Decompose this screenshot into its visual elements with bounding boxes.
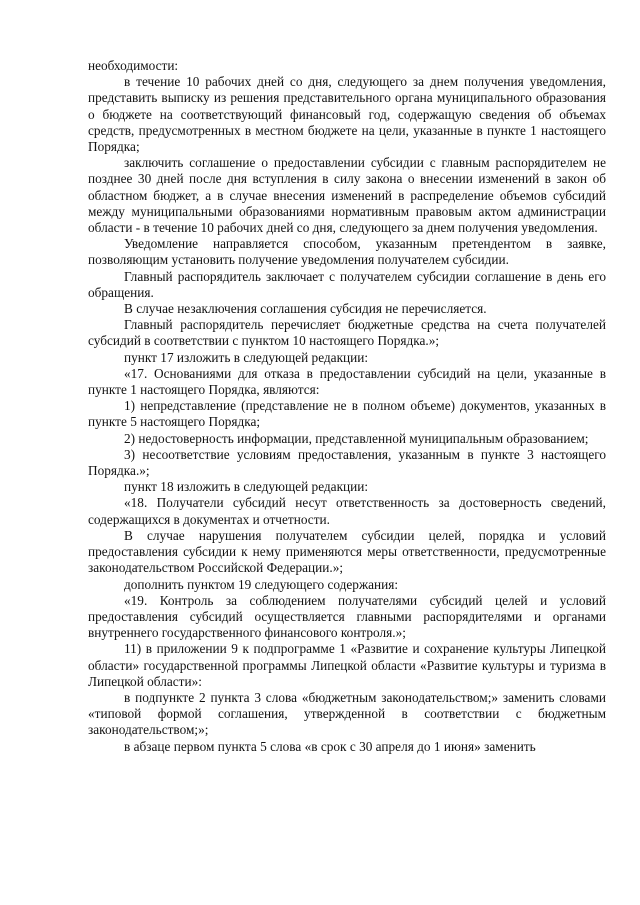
paragraph-2: в течение 10 рабочих дней со дня, следующего за днем получения уведомления, представить выписку из решения представительного органа муниципального образования о бюджете на соответствующий финансовый год, содержащую сведения об объемах средств, предусмотренных в местном бюджете на цели, указанные в пункте 1 настоящего Порядка; xyxy=(88,74,606,155)
paragraph-10: 1) непредставление (представление не в полном объеме) документов, указанных в пункте 5 настоящего Порядка; xyxy=(88,398,606,430)
paragraph-13: пункт 18 изложить в следующей редакции: xyxy=(124,479,369,495)
paragraph-6: В случае незаключения соглашения субсидия не перечисляется. xyxy=(124,301,487,317)
paragraph-19: в подпункте 2 пункта 3 слова «бюджетным законодательством;» заменить словами «типовой формой соглашения, утвержденной в соответствии с бюджетным законодательством;»; xyxy=(88,689,606,738)
paragraph-15: В случае нарушения получателем субсидии целей, порядка и условий предоставления субсидии к нему применяются меры ответственности, предусмотренные законодательством Российской Федерации.»; xyxy=(88,527,606,576)
paragraph-11: 2) недостоверность информации, представленной муниципальным образованием; xyxy=(124,430,589,446)
paragraph-5: Главный распорядитель заключает с получателем субсидии соглашение в день его обращения. xyxy=(88,268,606,300)
paragraph-7: Главный распорядитель перечисляет бюджетные средства на счета получателей субсидий в соответствии с пунктом 10 настоящего Порядка.»; xyxy=(88,317,606,349)
paragraph-17: «19. Контроль за соблюдением получателями субсидий целей и условий предоставления субсидий осуществляется главными распорядителями и органами внутреннего государственного финансового контроля.»; xyxy=(88,592,606,641)
paragraph-3: заключить соглашение о предоставлении субсидии с главным распорядителем не позднее 30 дней после дня вступления в силу закона о внесении изменений в закон об областном бюджет, а в случае внесения изменений в распределение объемов субсидий между муниципальными образованиями нормативным правовым актом администрации области - в течение 10 рабочих дней со дня, следующего за днем получения уведомления. xyxy=(88,155,606,236)
paragraph-14: «18. Получатели субсидий несут ответственность за достоверность сведений, содержащихся в документах и отчетности. xyxy=(88,495,606,527)
paragraph-18: 11) в приложении 9 к подпрограмме 1 «Развитие и сохранение культуры Липецкой области» государственной программы Липецкой области «Развитие культуры и туризма в Липецкой области»: xyxy=(88,641,606,689)
paragraph-16: дополнить пунктом 19 следующего содержания: xyxy=(124,576,399,592)
paragraph-12: 3) несоответствие условиям предоставления, указанным в пункте 3 настоящего Порядка.»; xyxy=(88,446,606,479)
paragraph-4: Уведомление направляется способом, указанным претендентом в заявке, позволяющим установить получение уведомления получателем субсидии. xyxy=(88,236,606,268)
paragraph-20: в абзаце первом пункта 5 слова «в срок с 30 апреля до 1 июня» заменить xyxy=(124,738,536,754)
paragraph-1: необходимости: xyxy=(88,58,179,73)
paragraph-9: «17. Основаниями для отказа в предоставлении субсидий на цели, указанные в пункте 1 настоящего Порядка, являются: xyxy=(88,365,606,398)
paragraph-8: пункт 17 изложить в следующей редакции: xyxy=(124,349,369,365)
